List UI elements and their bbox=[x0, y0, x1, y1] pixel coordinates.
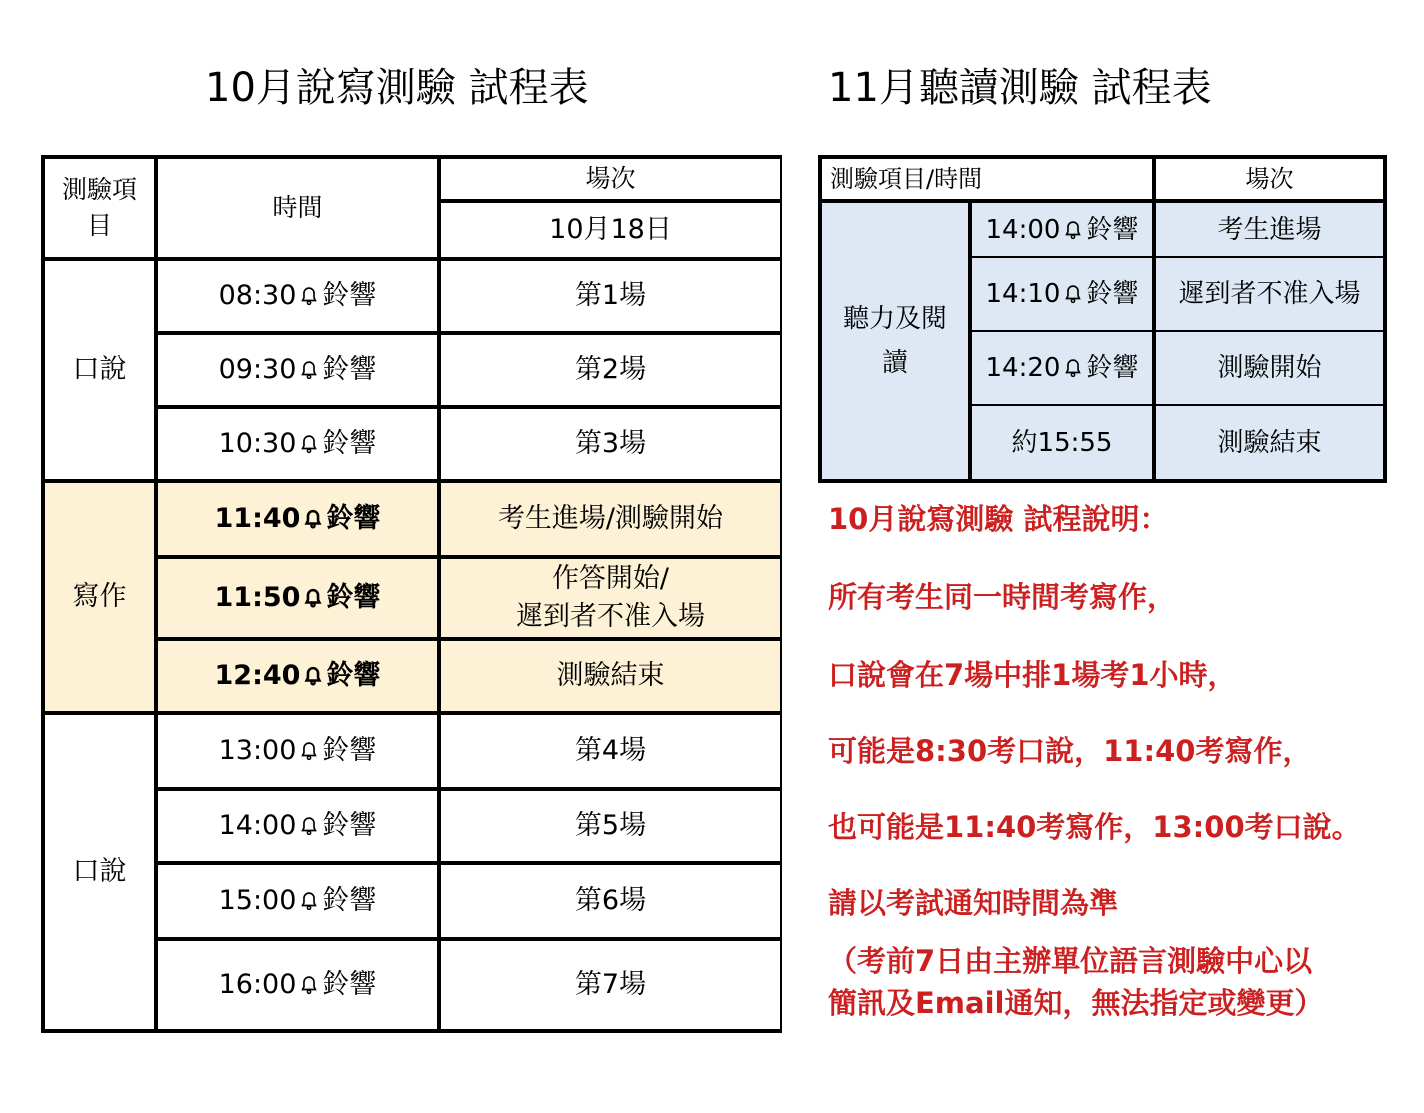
time-cell bbox=[156, 639, 439, 713]
session-cell: 第3場 bbox=[439, 407, 781, 481]
ring-label: 鈴響 bbox=[326, 660, 381, 691]
header-subject-time: 測驗項目/時間 bbox=[820, 157, 1154, 201]
ring-label: 鈴響 bbox=[326, 582, 381, 613]
note-line: 所有考生同一時間考寫作， bbox=[828, 580, 1177, 614]
time-value: 14:00 bbox=[218, 810, 297, 841]
time-value: 16:00 bbox=[218, 969, 297, 1000]
time-cell bbox=[970, 405, 1154, 481]
bell-icon bbox=[298, 284, 320, 306]
time-value: 15:00 bbox=[218, 885, 297, 916]
session-line-2: 遲到者不准入場 bbox=[516, 601, 705, 632]
session-cell: 第1場 bbox=[439, 259, 781, 333]
time-cell bbox=[156, 713, 439, 789]
session-cell: 測驗開始 bbox=[1154, 331, 1385, 405]
note-line: 簡訊及Email通知，無法指定或變更） bbox=[828, 986, 1324, 1020]
header-session: 場次 bbox=[439, 157, 781, 201]
session-cell: 考生進場 bbox=[1154, 201, 1385, 257]
time-cell bbox=[156, 789, 439, 863]
session-cell bbox=[439, 557, 781, 639]
time-cell bbox=[156, 939, 439, 1031]
bell-icon bbox=[1062, 218, 1084, 240]
notes-heading: 10月說寫測驗 試程說明： bbox=[828, 502, 1169, 536]
bell-icon bbox=[298, 358, 320, 380]
note-line: 可能是8:30考口說，11:40考寫作， bbox=[828, 734, 1312, 768]
ring-label: 鈴響 bbox=[322, 885, 377, 916]
ring-label: 鈴響 bbox=[322, 969, 377, 1000]
bell-icon bbox=[1062, 356, 1084, 378]
time-cell bbox=[156, 407, 439, 481]
right-title: 11月聽讀測驗 試程表 bbox=[828, 65, 1212, 111]
group-speaking-1: 口說 bbox=[43, 259, 156, 481]
ring-label: 鈴響 bbox=[1086, 214, 1139, 245]
note-line: 請以考試通知時間為準 bbox=[828, 886, 1119, 920]
session-cell: 第4場 bbox=[439, 713, 781, 789]
ring-label: 鈴響 bbox=[322, 735, 377, 766]
session-cell: 測驗結束 bbox=[1154, 405, 1385, 481]
bell-icon bbox=[298, 889, 320, 911]
time-value: 14:10 bbox=[985, 279, 1061, 309]
session-cell: 第6場 bbox=[439, 863, 781, 939]
header-date: 10月18日 bbox=[439, 201, 781, 259]
ring-label: 鈴響 bbox=[326, 503, 381, 534]
session-cell: 測驗結束 bbox=[439, 639, 781, 713]
time-value: 12:40 bbox=[214, 660, 301, 691]
note-line: 也可能是11:40考寫作，13:00考口說。 bbox=[828, 810, 1361, 844]
bell-icon bbox=[1062, 282, 1084, 304]
header-subject: 測驗項目 bbox=[43, 157, 156, 259]
header-session: 場次 bbox=[1154, 157, 1385, 201]
listening-reading-schedule-table bbox=[818, 155, 1387, 483]
time-cell bbox=[156, 333, 439, 407]
time-value: 11:50 bbox=[214, 582, 301, 613]
bell-icon bbox=[302, 586, 324, 608]
bell-icon bbox=[298, 739, 320, 761]
bell-icon bbox=[298, 973, 320, 995]
ring-label: 鈴響 bbox=[322, 428, 377, 459]
time-value: 約15:55 bbox=[1011, 427, 1113, 458]
session-cell: 遲到者不准入場 bbox=[1154, 257, 1385, 331]
ring-label: 鈴響 bbox=[322, 354, 377, 385]
ring-label: 鈴響 bbox=[322, 810, 377, 841]
session-cell: 第7場 bbox=[439, 939, 781, 1031]
time-cell bbox=[156, 259, 439, 333]
note-line: （考前7日由主辦單位語言測驗中心以 bbox=[828, 944, 1313, 978]
time-value: 13:00 bbox=[218, 735, 297, 766]
time-value: 11:40 bbox=[214, 503, 301, 534]
speaking-writing-schedule-table bbox=[41, 155, 782, 1033]
ring-label: 鈴響 bbox=[1086, 279, 1139, 309]
left-title: 10月說寫測驗 試程表 bbox=[205, 65, 589, 111]
session-cell: 考生進場/測驗開始 bbox=[439, 481, 781, 557]
group-writing: 寫作 bbox=[43, 481, 156, 713]
bell-icon bbox=[298, 432, 320, 454]
time-value: 14:00 bbox=[985, 214, 1061, 245]
session-line-1: 作答開始/ bbox=[551, 563, 670, 594]
time-value: 10:30 bbox=[218, 428, 297, 459]
note-line: 口說會在7場中排1場考1小時， bbox=[828, 658, 1237, 692]
ring-label: 鈴響 bbox=[1086, 353, 1139, 383]
time-cell bbox=[156, 863, 439, 939]
time-cell bbox=[970, 201, 1154, 257]
time-value: 08:30 bbox=[218, 280, 297, 311]
subject-listening-reading: 聽力及閱讀 bbox=[820, 201, 970, 481]
bell-icon bbox=[302, 507, 324, 529]
group-speaking-2: 口說 bbox=[43, 713, 156, 1031]
time-cell bbox=[156, 481, 439, 557]
session-cell: 第5場 bbox=[439, 789, 781, 863]
bell-icon bbox=[298, 814, 320, 836]
time-cell bbox=[970, 331, 1154, 405]
bell-icon bbox=[302, 664, 324, 686]
time-cell bbox=[156, 557, 439, 639]
header-time: 時間 bbox=[156, 157, 439, 259]
time-value: 09:30 bbox=[218, 354, 297, 385]
ring-label: 鈴響 bbox=[322, 280, 377, 311]
time-cell bbox=[970, 257, 1154, 331]
time-value: 14:20 bbox=[985, 353, 1061, 383]
session-cell: 第2場 bbox=[439, 333, 781, 407]
